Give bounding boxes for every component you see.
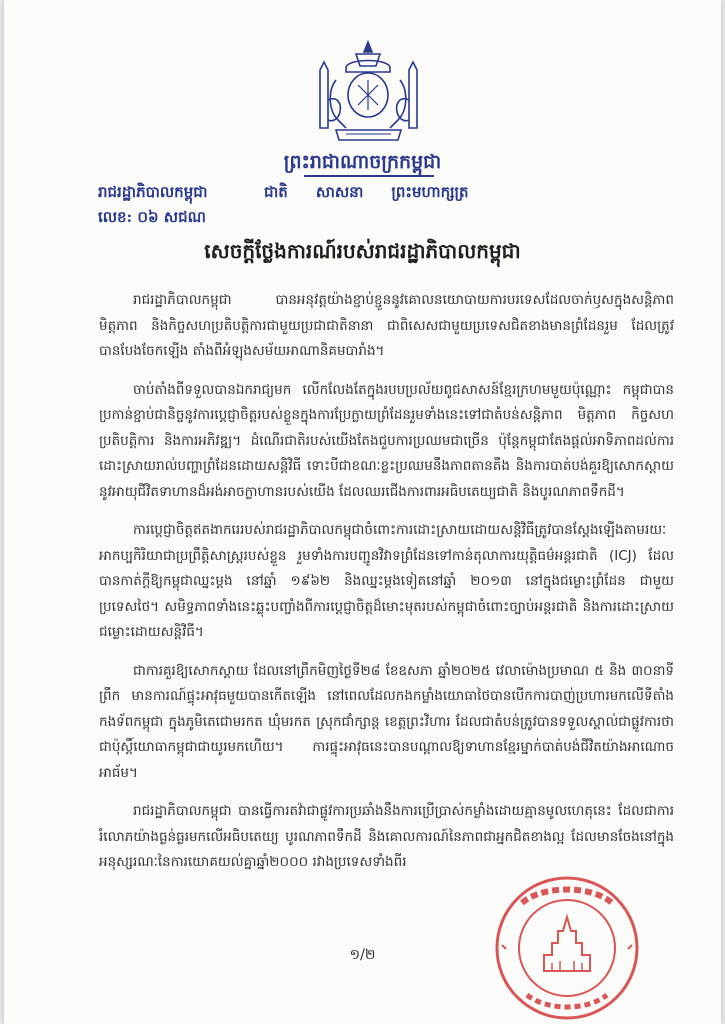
document-page xyxy=(4,0,721,1024)
kingdom-underline-divider xyxy=(304,175,434,177)
kingdom-name: ព្រះរាជាណាចក្រកម្ពុជា xyxy=(283,151,442,173)
statement-body xyxy=(99,288,674,889)
page-number: ១/២ xyxy=(349,947,376,963)
reference-number: លេខ: ០៦ សជណ xyxy=(98,208,206,226)
paragraph-4: ជាការគួរឱ្យសោកស្តាយ ដែលនៅព្រឹកមិញថ្ងៃទី២៨ ខែឧសភា ឆ្នាំ២០២៥ វេលាម៉ោងប្រមាណ ៥ និង ៣០នាទីព្រឹក មានការណ៍ផ្ទុះអាវុធមួយបានកើតឡើង នៅពេលដែលកងកម្លាំងយោធាថៃបានបើកការបាញ់ប្រហារមកលើទីតាំងកងទ័ពកម្ពុជា ក្នុងភូមិតេជោមរកត ឃុំមរកត ស្រុកជាំក្សាន្ត ខេត្តព្រះវិហារ ដែលជាតំបន់ត្រូវបានទទួលស្គាល់ជាផ្លូវការថាជាប៉ុស្តិ៍យោធាកម្ពុជាជាយូរមកហើយ។ ការផ្ទុះអាវុធនេះបានបណ្តាលឱ្យទាហានខ្មែរម្នាក់បាត់បង់ជីវិតយ៉ាងអាណោចអាធ័ម។ xyxy=(99,662,674,781)
paragraph-5: រាជរដ្ឋាភិបាលកម្ពុជា បានធ្វើការតវ៉ាជាផ្លូវការប្រឆាំងនឹងការប្រើប្រាស់កម្លាំងដោយគ្មានមូលហេតុនេះ ដែលជាការរំលោភយ៉ាងធ្ងន់ធ្ងរមកលើអធិបតេយ្យ បូរណភាពទឹកដី និងគោលការណ៍នៃភាពជាអ្នកជិតខាងល្អ ដែលមានចែងនៅក្នុងអនុស្សរណៈនៃការយោគយល់គ្នាឆ្នាំ២០០០ រវាងប្រទេសទាំងពីរ xyxy=(99,803,674,870)
national-motto xyxy=(264,183,564,205)
motto-nation: ជាតិ xyxy=(264,183,288,201)
motto-king: ព្រះមហាក្សត្រ xyxy=(391,183,469,201)
document-title: សេចក្តីថ្លែងការណ៍របស់រាជរដ្ឋាភិបាលកម្ពុជា xyxy=(204,239,521,263)
royal-arms-emblem xyxy=(306,40,431,145)
motto-religion: សាសនា xyxy=(315,183,364,201)
issuer-name: រាជរដ្ឋាភិបាលកម្ពុជា xyxy=(98,183,208,201)
paragraph-2: ចាប់តាំងពីទទួលបានឯករាជ្យមក លើកលែងតែក្នុងរបបប្រល័យពូជសាសន៍ខ្មែរក្រហមមួយប៉ុណ្ណោះ កម្ពុជាបានប្រកាន់ខ្ជាប់ជានិច្ចនូវការប្តេជ្ញាចិត្តរបស់ខ្លួនក្នុងការប្រែក្លាយព្រំដែនរួមទាំងនេះទៅជាតំបន់សន្តិភាព មិត្តភាព កិច្ចសហប្រតិបត្តិការ និងការអភិវឌ្ឍ។ ដំណើរជាតិរបស់យើងតែងជួបការប្រឈមជាច្រើន ប៉ុន្តែកម្ពុជាតែងផ្តល់អាទិភាពដល់ការដោះស្រាយរាល់បញ្ហាព្រំដែនដោយសន្តិវិធី ទោះបីជាខណៈខ្លះប្រឈមនឹងភាពតានតឹង និងការបាត់បង់គួរឱ្យសោកស្តាយនូវអាយុជីវិតទាហានដ៏អង់អាចក្លាហានរបស់យើង ដែលឈរជើងការពារអធិបតេយ្យជាតិ និងបូរណភាពទឹកដី។ xyxy=(99,381,674,500)
paragraph-1: រាជរដ្ឋាភិបាលកម្ពុជា បានអនុវត្តយ៉ាងខ្ជាប់ខ្ជួននូវគោលនយោបាយការបរទេសដែលចាក់ឫសក្នុងសន្តិភាព មិត្តភាព និងកិច្ចសហប្រតិបត្តិការជាមួយប្រជាជាតិនានា ជាពិសេសជាមួយប្រទេសជិតខាងមានព្រំដែនរួម ដែលត្រូវបានបែងចែកឡើង តាំងពីអំឡុងសម័យអាណានិគមបារាំង។ xyxy=(99,292,674,359)
paragraph-3: ការប្តេជ្ញាចិត្តឥតងាករេរបស់រាជរដ្ឋាភិបាលកម្ពុជាចំពោះការដោះស្រាយដោយសន្តិវិធីត្រូវបានស្តែងឡើងតាមរយៈអាកប្បកិរិយាជាប្រព្រឹត្តិសាស្ត្ររបស់ខ្លួន រួមទាំងការបញ្ជូនវិវាទព្រំដែនទៅកាន់តុលាការយុត្តិធម៌អន្តរជាតិ (ICJ) ដែលបានកាត់ក្តីឱ្យកម្ពុជាឈ្នះម្តង នៅឆ្នាំ ១៩៦២ និងឈ្នះម្តងទៀតនៅឆ្នាំ ២០១៣ នៅក្នុងជម្លោះព្រំដែន ជាមួយប្រទេសថៃ។ សមិទ្ធភាពទាំងនេះឆ្លុះបញ្ចាំងពីការប្តេជ្ញាចិត្តដ៏មោះមុតរបស់កម្ពុជាចំពោះច្បាប់អន្តរជាតិ និងការដោះស្រាយជម្លោះដោយសន្តិវិធី។ xyxy=(99,522,674,640)
official-seal-stamp xyxy=(482,873,652,1023)
